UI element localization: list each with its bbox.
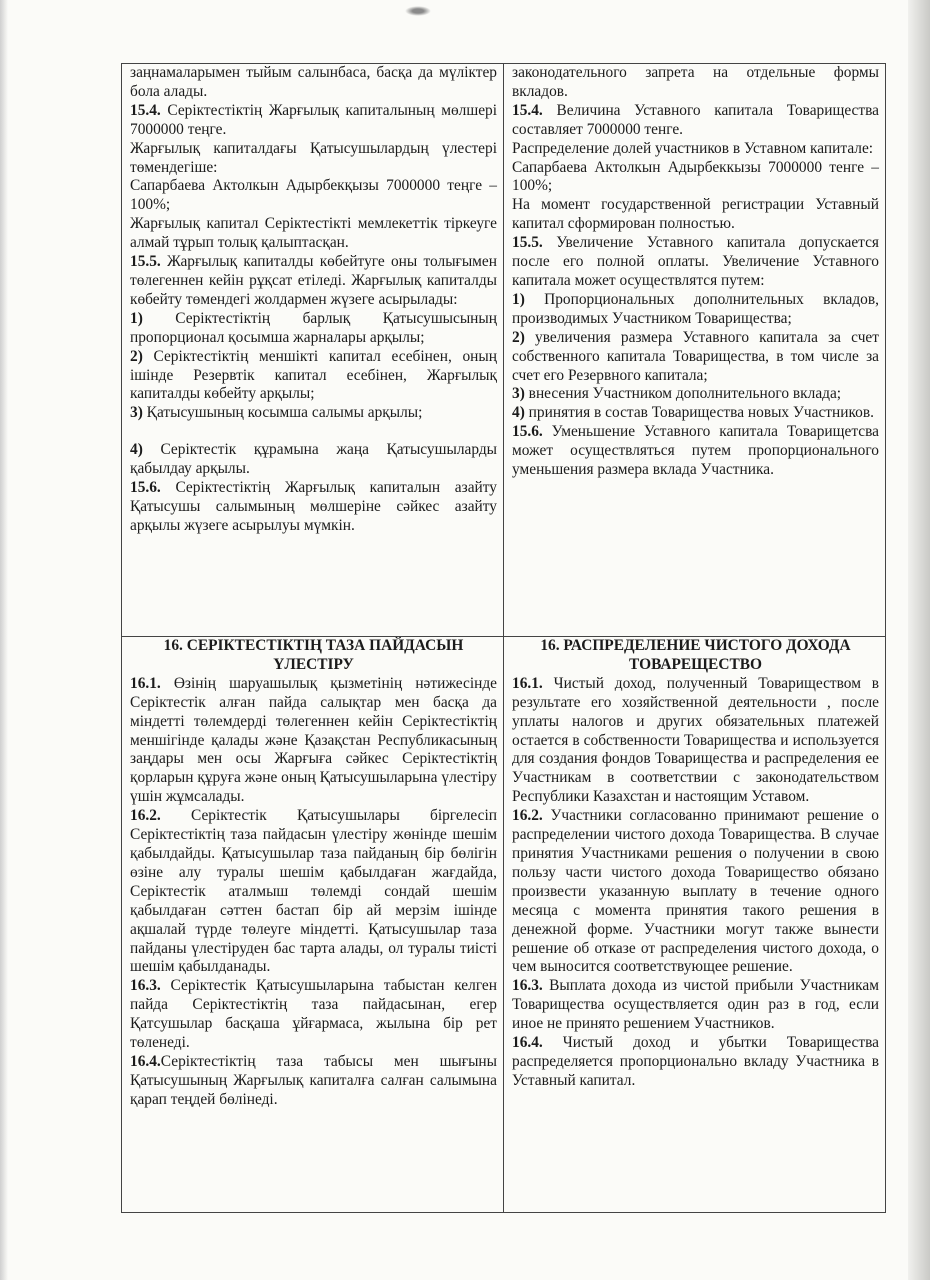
clause-number: 15.5. (130, 253, 161, 271)
kz-para-10: 4) Серіктестік құрамына жаңа Қатысушыларды қабылдау арқылы. (130, 441, 497, 478)
ru-para-6: 15.5. Увеличение Уставного капитала допускается после его полной оплаты. Увеличение Уставного капитала может осуществлятся путем: (512, 234, 879, 289)
ru-para-1: законодательного запрета на отдельные формы вкладов. (512, 64, 879, 100)
kz-para-16-3: 16.3. Серіктестік Қатысушыларына табыстан келген пайда Серіктестіктің таза пайдасынан, егер Қатсушылар басқаша ұйғармаса, жылына бір рет төленеді. (130, 977, 497, 1052)
clause-number: 16.4. (512, 1034, 543, 1052)
kazakh-column-cell (122, 637, 504, 1213)
ru-para-3: Распределение долей участников в Уставном капитале: (512, 139, 874, 157)
clause-number: 16.2. (512, 807, 543, 825)
scan-right-edge (908, 0, 930, 1280)
kz-para-7: 1) Серіктестіктің барлық Қатысушысының пропорционал қосымша жарналары арқылы; (130, 309, 497, 346)
kz-para-5: Жарғылық капитал Серіктестікті мемлекеттік тіркеуге алмай тұрып толық қалыптасқан. (130, 215, 497, 252)
ru-para-2: 15.4. Величина Уставного капитала Товарищества составляет 7000000 тенге. (512, 101, 879, 138)
ru-para-16-4: 16.4. Чистый доход и убытки Товарищества распределяется пропорционально вкладу Участника в Уставный капитал. (512, 1034, 879, 1089)
table-row-section-16 (122, 637, 886, 1213)
clause-number: 15.6. (512, 423, 543, 441)
ru-para-8: 2) увеличения размера Уставного капитала за счет собственного капитала Товарищества, в том числе за счет его Резервного капитала; (512, 328, 879, 384)
clause-number: 2) (130, 347, 143, 365)
clause-number: 15.4. (512, 101, 543, 119)
kz-para-8: 2) Серіктестіктің меншікті капитал есебінен, оның ішінде Резервтік капитал есебінен, Жарғылық капиталды көбейту арқылы; (130, 347, 497, 403)
kz-para-3: Жарғылық капиталдағы Қатысушылардың үлестері төмендегіше: (130, 139, 497, 176)
russian-column-cell (504, 637, 886, 1213)
kz-para-2: 15.4. Серіктестіктің Жарғылық капиталының мөлшері 7000000 теңге. (130, 101, 497, 138)
clause-number: 3) (130, 404, 143, 422)
ru-para-16-2: 16.2. Участники согласованно принимают решение о распределении чистого дохода Товарищества. В случае принятия Участниками решения о получении в свою пользу части чистого дохода Товарищество обязано произвести указанную выплату в течение одного месяца с момента принятия такого решения в денежной форме. Участники могут также вынести решение об отказе от распределения чистого дохода, о чем выносится соответствующее решение. (512, 807, 879, 976)
kz-para-16-1: 16.1. Өзінің шаруашылық қызметінің нәтижесінде Серіктестік алған пайда салықтар мен басқа да міндетті төлемдерді төлегеннен кейін Серіктестіктің меншігінде қалады және Қазақстан Республикасының заңдары мен осы Жарғыға сәйкес Серіктестіктің қорларын құруға және оның Қатысушыларына үлестіру үшін жұмсалады. (130, 674, 497, 806)
clause-number: 4) (512, 404, 525, 422)
kz-para-16-4: 16.4.Серіктестіктің таза табысы мен шығыны Қатысушының Жарғылық капиталға салған салымына қарап теңдей бөлінеді. (130, 1052, 497, 1108)
clause-number: 16.2. (130, 807, 161, 825)
staple-mark (405, 6, 431, 16)
clause-number: 1) (512, 290, 525, 308)
clause-number: 15.5. (512, 234, 543, 252)
kz-para-11: 15.6. Серіктестіктің Жарғылық капиталын азайту Қатысушы салымының мөлшеріне сәйкес азайту арқылы жүзеге асырылуы мүмкін. (130, 479, 497, 534)
ru-para-5: На момент государственной регистрации Уставный капитал сформирован полностью. (512, 196, 879, 233)
clause-number: 15.4. (130, 101, 161, 119)
bilingual-charter-table (121, 63, 886, 1213)
ru-para-10: 4) принятия в состав Товарищества новых Участников. (512, 404, 874, 422)
clause-number: 4) (130, 441, 143, 459)
clause-number: 16.3. (512, 977, 543, 995)
clause-number: 15.6. (130, 479, 161, 497)
clause-number: 3) (512, 385, 525, 403)
clause-number: 16.3. (130, 977, 161, 995)
kz-para-6: 15.5. Жарғылық капиталды көбейтуге оны толығымен төлегеннен кейін рұқсат етіледі. Жарғылық капиталды көбейту төмендегі жолдармен жүзеге асырылады: (130, 253, 497, 308)
clause-number: 16.4. (130, 1052, 161, 1070)
russian-column-cell (504, 64, 886, 637)
table-row-section-15 (122, 64, 886, 637)
clause-number: 1) (130, 309, 143, 327)
ru-section-heading: 16. РАСПРЕДЕЛЕНИЕ ЧИСТОГО ДОХОДА ТОВАРЕЩЕСТВО (540, 637, 851, 673)
kz-para-9: 3) Қатысушының косымша салымы арқылы; (130, 404, 423, 422)
kz-para-1: заңнамаларымен тыйым салынбаса, басқа да мүліктер бола алады. (130, 64, 497, 100)
ru-para-4: Сапарбаева Актолкын Адырбеккызы 7000000 тенге – 100%; (512, 158, 879, 195)
kazakh-column-cell (122, 64, 504, 637)
ru-para-16-3: 16.3. Выплата дохода из чистой прибыли Участникам Товарищества осуществляется один раз в год, если иное не принято решением Участников. (512, 977, 879, 1033)
scan-left-edge (0, 0, 8, 1280)
ru-para-9: 3) внесения Участником дополнительного вклада; (512, 385, 842, 403)
clause-number: 2) (512, 328, 525, 346)
kz-para-16-2: 16.2. Серіктестік Қатысушылары біргелесіп Серіктестіктің таза пайдасын үлестіру жөнінде шешім қабылдайды. Қатысушылар таза пайданың бір бөлігін өзіне алу туралы шешім қабылдаған жағдайда, Серіктестік аталмыш төлемді сондай шешім қабылдаған сәттен бастап бір ай мерзім ішінде ақшалай түрде төлеуге міндетті. Қатысушылар таза пайданы үлестіруден бас тарта алады, ол туралы тиісті шешім қабылданады. (130, 807, 497, 976)
kz-section-heading: 16. СЕРІКТЕСТІКТІҢ ТАЗА ПАЙДАСЫН ҮЛЕСТІРУ (163, 637, 464, 673)
blank-line (130, 423, 497, 441)
ru-para-16-1: 16.1. Чистый доход, полученный Товариществом в результате его хозяйственной деятельности , после уплаты налогов и других обязательных платежей остается в собственности Товарищества и используется для создания фондов Товарищества и распределения ее Участникам в соответствии с законодательством Республики Казахстан и настоящим Уставом. (512, 674, 879, 806)
clause-number: 16.1. (512, 674, 543, 692)
ru-para-11: 15.6. Уменьшение Уставного капитала Товарищетсва может осуществляться путем пропорционального уменьшения размера вклада Участника. (512, 423, 879, 479)
ru-para-7: 1) Пропорциональных дополнительных вкладов, производимых Участником Товарищества; (512, 290, 879, 327)
kz-para-4: Сапарбаева Актолкын Адырбекқызы 7000000 теңге – 100%; (130, 177, 497, 214)
clause-number: 16.1. (130, 674, 161, 692)
